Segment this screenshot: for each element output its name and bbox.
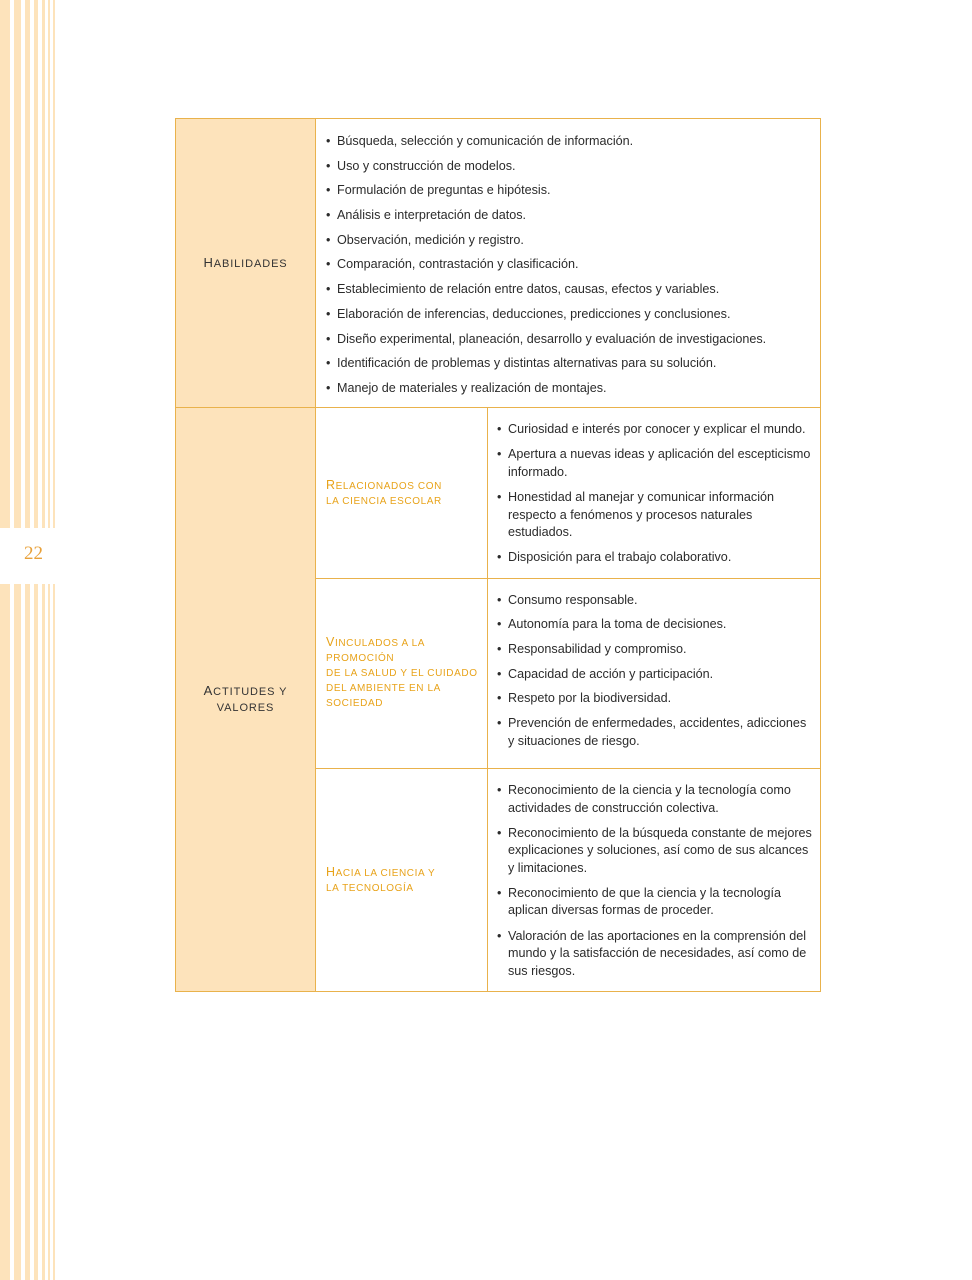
- ciencia-tecnologia-list: [488, 769, 820, 991]
- list-item: • Prevención de enfermedades, accidentes, adicciones y situaciones de riesgo.: [497, 715, 814, 750]
- list-item: • Elaboración de inferencias, deducciones, predicciones y conclusiones.: [326, 306, 812, 324]
- subcategory-label: RELACIONADOS CON: [326, 477, 442, 492]
- category-actitudes: [176, 408, 316, 992]
- category-habilidades: [176, 119, 316, 408]
- list-item: • Comparación, contrastación y clasificación.: [326, 256, 812, 274]
- salud-ambiente-list: [488, 579, 820, 769]
- list-item: • Establecimiento de relación entre datos, causas, efectos y variables.: [326, 281, 812, 299]
- salud-ambiente-cell: [488, 578, 821, 769]
- subcategory-label: LA TECNOLOGÍA: [326, 882, 414, 894]
- page-number: 22: [24, 543, 43, 564]
- subcategory-label: LA CIENCIA ESCOLAR: [326, 495, 442, 507]
- list-item: • Valoración de las aportaciones en la comprensión del mundo y la satisfacción de necesidades, así como de sus riesgos.: [497, 928, 814, 981]
- list-item: • Reconocimiento de la búsqueda constante de mejores explicaciones y soluciones, así como de sus alcances y limitaciones.: [497, 825, 814, 878]
- content-table: [175, 118, 821, 992]
- list-item: • Disposición para el trabajo colaborativo.: [497, 549, 814, 567]
- category-label: HABILIDADES: [203, 254, 288, 270]
- list-item: • Reconocimiento de la ciencia y la tecnología como actividades de construcción colectiva.: [497, 782, 814, 817]
- list-item: • Uso y construcción de modelos.: [326, 158, 812, 176]
- list-item: • Búsqueda, selección y comunicación de información.: [326, 133, 812, 151]
- row-habilidades: [176, 119, 821, 408]
- list-item: • Responsabilidad y compromiso.: [497, 641, 814, 659]
- list-item: • Curiosidad e interés por conocer y explicar el mundo.: [497, 421, 814, 439]
- list-item: • Manejo de materiales y realización de montajes.: [326, 380, 812, 398]
- list-item: • Capacidad de acción y participación.: [497, 666, 814, 684]
- ciencia-escolar-cell: [488, 408, 821, 578]
- habilidades-list: [316, 119, 820, 407]
- subcategory-label: DEL AMBIENTE EN LA SOCIEDAD: [326, 683, 441, 710]
- list-item: • Respeto por la biodiversidad.: [497, 690, 814, 708]
- list-item: • Honestidad al manejar y comunicar información respecto a fenómenos y procesos naturales estudiados.: [497, 489, 814, 542]
- row-actitudes-1: [176, 408, 821, 578]
- list-item: • Análisis e interpretación de datos.: [326, 207, 812, 225]
- subcategory-ciencia-escolar: [316, 408, 488, 578]
- list-item: • Apertura a nuevas ideas y aplicación del escepticismo informado.: [497, 446, 814, 481]
- list-item: • Reconocimiento de que la ciencia y la tecnología aplican diversas formas de proceder.: [497, 885, 814, 920]
- subcategory-ciencia-tecnologia: [316, 769, 488, 992]
- decorative-stripes: [0, 0, 60, 1280]
- habilidades-cell: [316, 119, 821, 408]
- subcategory-label: VINCULADOS A LA PROMOCIÓN: [326, 635, 425, 665]
- category-label: ACTITUDES Y: [203, 683, 288, 699]
- subcategory-label: HACIA LA CIENCIA Y: [326, 864, 436, 879]
- ciencia-escolar-list: [488, 408, 820, 577]
- subcategory-salud-ambiente: [316, 578, 488, 769]
- list-item: • Autonomía para la toma de decisiones.: [497, 616, 814, 634]
- list-item: • Observación, medición y registro.: [326, 232, 812, 250]
- list-item: • Diseño experimental, planeación, desarrollo y evaluación de investigaciones.: [326, 331, 812, 349]
- list-item: • Identificación de problemas y distintas alternativas para su solución.: [326, 355, 812, 373]
- list-item: • Formulación de preguntas e hipótesis.: [326, 182, 812, 200]
- ciencia-tecnologia-cell: [488, 769, 821, 992]
- list-item: • Consumo responsable.: [497, 592, 814, 610]
- subcategory-label: DE LA SALUD Y EL CUIDADO: [326, 668, 478, 680]
- category-label: VALORES: [216, 702, 275, 715]
